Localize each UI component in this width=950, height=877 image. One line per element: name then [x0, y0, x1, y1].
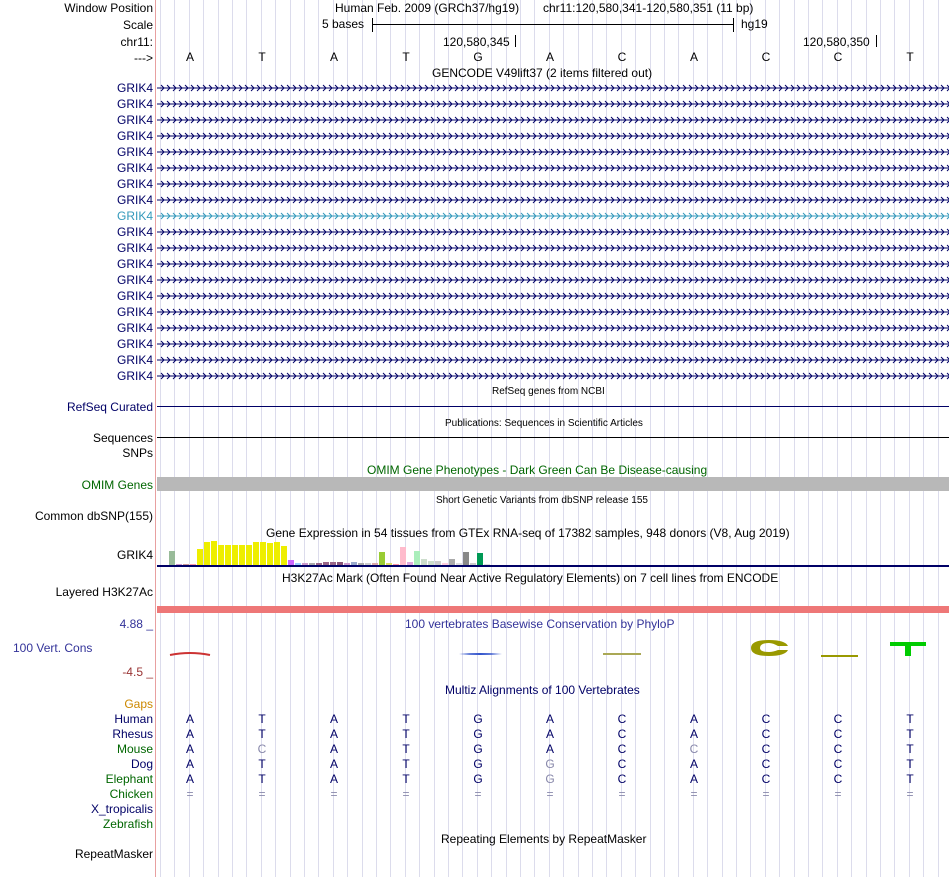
- multiz-base: T: [258, 772, 266, 786]
- gtex-bar[interactable]: [379, 552, 385, 565]
- gtex-bar[interactable]: [309, 563, 315, 565]
- multiz-base: =: [474, 787, 482, 801]
- gtex-bar[interactable]: [372, 563, 378, 565]
- multiz-base: C: [257, 742, 267, 756]
- gencode-row-label[interactable]: GRIK4: [116, 289, 153, 303]
- multiz-base: A: [185, 742, 194, 756]
- gtex-bar[interactable]: [351, 562, 357, 565]
- multiz-base: A: [185, 712, 194, 726]
- gtex-bar[interactable]: [330, 562, 336, 565]
- gencode-row-label[interactable]: GRIK4: [116, 97, 153, 111]
- gencode-row-label[interactable]: GRIK4: [116, 177, 153, 191]
- multiz-base: G: [473, 742, 483, 756]
- publications-line[interactable]: [157, 437, 949, 438]
- multiz-base: =: [546, 787, 554, 801]
- sequence-base: C: [833, 50, 843, 64]
- sequence-base: T: [258, 50, 266, 64]
- gtex-bar[interactable]: [302, 563, 308, 565]
- multiz-species-label[interactable]: Human: [114, 712, 153, 726]
- gtex-bar[interactable]: [211, 541, 217, 565]
- gencode-transcript-line[interactable]: [157, 291, 949, 301]
- repeatmasker-title[interactable]: Repeating Elements by RepeatMasker: [441, 832, 647, 846]
- dbsnp-title[interactable]: Short Genetic Variants from dbSNP release 155: [436, 495, 648, 506]
- gencode-row-label[interactable]: GRIK4: [116, 209, 153, 223]
- tick-mark-right: [876, 35, 877, 47]
- gtex-bar[interactable]: [281, 546, 287, 565]
- multiz-base: C: [617, 727, 627, 741]
- gencode-row-label[interactable]: GRIK4: [116, 353, 153, 367]
- multiz-base: =: [906, 787, 914, 801]
- multiz-base: C: [761, 772, 771, 786]
- gencode-transcript-line[interactable]: [157, 259, 949, 269]
- gencode-transcript-line[interactable]: [157, 275, 949, 285]
- multiz-species-label[interactable]: X_tropicalis: [90, 802, 153, 816]
- tick-mark-left: [515, 35, 516, 47]
- gencode-transcript-line[interactable]: [157, 227, 949, 237]
- scale-bar-right-cap: [733, 18, 734, 32]
- multiz-base: T: [402, 727, 410, 741]
- multiz-species-label[interactable]: Zebrafish: [102, 817, 153, 831]
- gtex-bar[interactable]: [407, 562, 413, 565]
- multiz-base: T: [258, 727, 266, 741]
- multiz-base: T: [906, 742, 914, 756]
- scale-text: 5 bases: [322, 17, 365, 31]
- omim-title[interactable]: OMIM Gene Phenotypes - Dark Green Can Be Disease-causing: [367, 463, 708, 477]
- multiz-species-label[interactable]: Mouse: [116, 742, 153, 756]
- gencode-row-label[interactable]: GRIK4: [116, 145, 153, 159]
- gtex-bar[interactable]: [400, 547, 406, 565]
- gencode-row-label[interactable]: GRIK4: [116, 321, 153, 335]
- multiz-base: G: [545, 757, 555, 771]
- multiz-base: C: [617, 757, 627, 771]
- gtex-bar[interactable]: [365, 563, 371, 565]
- gencode-row-label[interactable]: GRIK4: [116, 241, 153, 255]
- multiz-base: =: [186, 787, 194, 801]
- multiz-base: C: [833, 742, 843, 756]
- gtex-bar[interactable]: [337, 562, 343, 565]
- multiz-base: =: [690, 787, 698, 801]
- gencode-row-label[interactable]: GRIK4: [116, 225, 153, 239]
- gencode-transcript-line[interactable]: [157, 163, 949, 173]
- gtex-bar[interactable]: [344, 563, 350, 565]
- gencode-transcript-line[interactable]: [157, 339, 949, 349]
- h3k27ac-label[interactable]: Layered H3K27Ac: [55, 585, 153, 599]
- gencode-row-label[interactable]: GRIK4: [116, 81, 153, 95]
- gtex-bar[interactable]: [169, 551, 175, 565]
- multiz-base: =: [762, 787, 770, 801]
- multiz-base: C: [761, 757, 771, 771]
- multiz-base: A: [329, 757, 338, 771]
- gencode-transcript-line[interactable]: [157, 179, 949, 189]
- gencode-row-label[interactable]: GRIK4: [116, 113, 153, 127]
- gtex-bar[interactable]: [449, 559, 455, 565]
- gtex-bar[interactable]: [204, 542, 210, 565]
- multiz-base: A: [185, 757, 194, 771]
- multiz-base: A: [545, 712, 554, 726]
- multiz-base: G: [473, 757, 483, 771]
- sequence-base: C: [617, 50, 627, 64]
- multiz-base: C: [761, 712, 771, 726]
- multiz-base: T: [258, 757, 266, 771]
- multiz-base: T: [906, 757, 914, 771]
- gencode-transcript-line[interactable]: [157, 83, 949, 93]
- multiz-base: A: [185, 772, 194, 786]
- multiz-base: G: [545, 772, 555, 786]
- gtex-bar[interactable]: [477, 553, 483, 565]
- gtex-bar[interactable]: [323, 562, 329, 565]
- sequence-base: A: [185, 50, 194, 64]
- multiz-base: C: [617, 772, 627, 786]
- label-separator: [155, 0, 156, 877]
- multiz-base: T: [402, 712, 410, 726]
- scale-label: Scale: [122, 18, 153, 32]
- gtex-bar[interactable]: [225, 545, 231, 565]
- sequence-base: A: [545, 50, 554, 64]
- phylop-label[interactable]: 100 Vert. Cons: [13, 641, 93, 655]
- multiz-base: T: [906, 727, 914, 741]
- multiz-base: G: [473, 727, 483, 741]
- multiz-base: T: [402, 772, 410, 786]
- gtex-bar[interactable]: [232, 545, 238, 565]
- multiz-base: T: [906, 772, 914, 786]
- gencode-transcript-line[interactable]: [157, 147, 949, 157]
- gtex-bar[interactable]: [197, 549, 203, 565]
- multiz-base: A: [329, 742, 338, 756]
- multiz-title[interactable]: Multiz Alignments of 100 Vertebrates: [445, 683, 640, 697]
- multiz-base: C: [833, 727, 843, 741]
- multiz-base: T: [258, 712, 266, 726]
- multiz-base: T: [402, 742, 410, 756]
- multiz-base: C: [761, 727, 771, 741]
- gtex-bar[interactable]: [295, 563, 301, 565]
- gtex-bar[interactable]: [414, 551, 420, 565]
- gtex-bar[interactable]: [183, 564, 189, 565]
- tick-label-right: 120,580,350: [803, 35, 870, 49]
- gtex-bar[interactable]: [239, 545, 245, 565]
- multiz-base: A: [689, 772, 698, 786]
- gtex-bar[interactable]: [176, 564, 182, 565]
- gencode-transcript-line[interactable]: [157, 323, 949, 333]
- gencode-row-label[interactable]: GRIK4: [116, 193, 153, 207]
- multiz-base: C: [761, 742, 771, 756]
- position-text: chr11:120,580,341-120,580,351 (11 bp): [543, 1, 754, 15]
- phylop-max: 4.88 _: [119, 617, 153, 631]
- multiz-base: A: [545, 727, 554, 741]
- multiz-base: A: [329, 727, 338, 741]
- phylop-title[interactable]: 100 vertebrates Basewise Conservation by PhyloP: [405, 617, 675, 631]
- phylop-min: -4.5 _: [122, 665, 153, 679]
- gtex-title[interactable]: Gene Expression in 54 tissues from GTEx RNA-seq of 17382 samples, 948 donors (V8, Aug 2019): [266, 526, 790, 540]
- gencode-title[interactable]: GENCODE V49lift37 (2 items filtered out): [432, 66, 653, 80]
- multiz-base: A: [329, 712, 338, 726]
- multiz-base: A: [689, 727, 698, 741]
- gtex-label[interactable]: GRIK4: [116, 548, 153, 562]
- multiz-base: T: [906, 712, 914, 726]
- phylop-mark-c2: [751, 640, 788, 656]
- refseq-title[interactable]: RefSeq genes from NCBI: [492, 386, 605, 397]
- gtex-bar[interactable]: [316, 563, 322, 565]
- assembly-text: Human Feb. 2009 (GRCh37/hg19): [335, 1, 520, 15]
- gencode-transcript-line[interactable]: [157, 243, 949, 253]
- scale-bar-left-cap: [372, 18, 373, 32]
- multiz-species-label[interactable]: Dog: [130, 757, 153, 771]
- gencode-transcript-line[interactable]: [157, 195, 949, 205]
- scale-bar: [372, 24, 734, 25]
- scale-db: hg19: [741, 17, 768, 31]
- multiz-base: C: [689, 742, 699, 756]
- gtex-baseline: [157, 565, 949, 567]
- multiz-base: A: [545, 742, 554, 756]
- gtex-bar[interactable]: [484, 564, 490, 565]
- gtex-bar[interactable]: [463, 552, 469, 565]
- multiz-base: =: [618, 787, 626, 801]
- phylop-mark-t: [890, 642, 926, 656]
- gtex-bar[interactable]: [246, 545, 252, 565]
- multiz-species-label[interactable]: Rhesus: [112, 727, 153, 741]
- sequence-base: G: [473, 50, 483, 64]
- multiz-base: A: [689, 712, 698, 726]
- gencode-row-label[interactable]: GRIK4: [116, 305, 153, 319]
- multiz-base: =: [402, 787, 410, 801]
- multiz-base: =: [330, 787, 338, 801]
- multiz-base: C: [833, 712, 843, 726]
- gtex-bar[interactable]: [267, 543, 273, 565]
- multiz-base: T: [402, 757, 410, 771]
- gencode-transcript-line[interactable]: [157, 131, 949, 141]
- sequence-base: T: [906, 50, 914, 64]
- multiz-base: G: [473, 772, 483, 786]
- gtex-bar[interactable]: [428, 561, 434, 565]
- omim-bar[interactable]: [157, 477, 949, 491]
- gencode-transcript-line[interactable]: [157, 211, 949, 221]
- multiz-species-label[interactable]: Chicken: [109, 787, 153, 801]
- multiz-base: C: [833, 772, 843, 786]
- gtex-bar[interactable]: [421, 559, 427, 565]
- gtex-bar[interactable]: [386, 563, 392, 565]
- sequence-base: A: [689, 50, 698, 64]
- gtex-bar[interactable]: [218, 545, 224, 565]
- gencode-transcript-line[interactable]: [157, 115, 949, 125]
- gtex-bar[interactable]: [274, 542, 280, 565]
- multiz-base: =: [834, 787, 842, 801]
- gencode-transcript-line[interactable]: [157, 99, 949, 109]
- multiz-base: A: [689, 757, 698, 771]
- gencode-transcript-line[interactable]: [157, 371, 949, 381]
- multiz-base: A: [185, 727, 194, 741]
- gtex-bar[interactable]: [358, 563, 364, 565]
- gencode-row-label[interactable]: GRIK4: [116, 129, 153, 143]
- phylop-mark-a: [170, 653, 210, 655]
- gencode-transcript-line[interactable]: [157, 355, 949, 365]
- omim-label[interactable]: OMIM Genes: [81, 478, 153, 492]
- chrom-label: chr11:: [120, 35, 153, 49]
- gaps-label[interactable]: Gaps: [124, 697, 153, 711]
- multiz-base: C: [617, 742, 627, 756]
- gencode-row-label[interactable]: GRIK4: [116, 369, 153, 383]
- gtex-bar[interactable]: [288, 560, 294, 565]
- phylop-mark-g: [459, 653, 502, 655]
- tick-label-left: 120,580,345: [443, 35, 510, 49]
- h3k27ac-title[interactable]: H3K27Ac Mark (Often Found Near Active Regulatory Elements) on 7 cell lines from ENCODE: [282, 571, 779, 585]
- multiz-base: C: [833, 757, 843, 771]
- dbsnp-label[interactable]: Common dbSNP(155): [34, 509, 153, 523]
- multiz-base: =: [258, 787, 266, 801]
- multiz-base: C: [617, 712, 627, 726]
- gencode-transcript-line[interactable]: [157, 307, 949, 317]
- gtex-bar[interactable]: [456, 563, 462, 565]
- gtex-bar[interactable]: [253, 542, 259, 565]
- snps-label[interactable]: SNPs: [122, 446, 153, 460]
- repeatmasker-label[interactable]: RepeatMasker: [74, 847, 153, 861]
- refseq-line[interactable]: [157, 406, 949, 407]
- gencode-row-label[interactable]: GRIK4: [116, 161, 153, 175]
- gtex-bar[interactable]: [435, 561, 441, 565]
- multiz-base: A: [329, 772, 338, 786]
- gtex-bar[interactable]: [190, 564, 196, 565]
- window-position-label: Window Position: [64, 1, 153, 15]
- sequence-base: C: [761, 50, 771, 64]
- phylop-graph[interactable]: [157, 630, 950, 670]
- gencode-row-label[interactable]: GRIK4: [116, 273, 153, 287]
- publications-label[interactable]: Sequences: [92, 431, 153, 445]
- gtex-bar[interactable]: [393, 564, 399, 565]
- gtex-bar[interactable]: [470, 563, 476, 565]
- gtex-bar[interactable]: [260, 542, 266, 565]
- h3k27ac-bar[interactable]: [157, 606, 949, 613]
- gtex-bar[interactable]: [442, 563, 448, 565]
- sequence-base: A: [329, 50, 338, 64]
- gencode-row-label[interactable]: GRIK4: [116, 257, 153, 271]
- sequence-base: T: [402, 50, 410, 64]
- publications-title[interactable]: Publications: Sequences in Scientific Articles: [445, 418, 643, 429]
- multiz-species-label[interactable]: Elephant: [105, 772, 153, 786]
- multiz-base: G: [473, 712, 483, 726]
- refseq-label[interactable]: RefSeq Curated: [66, 400, 153, 414]
- gencode-row-label[interactable]: GRIK4: [116, 337, 153, 351]
- strand-label: --->: [134, 51, 153, 65]
